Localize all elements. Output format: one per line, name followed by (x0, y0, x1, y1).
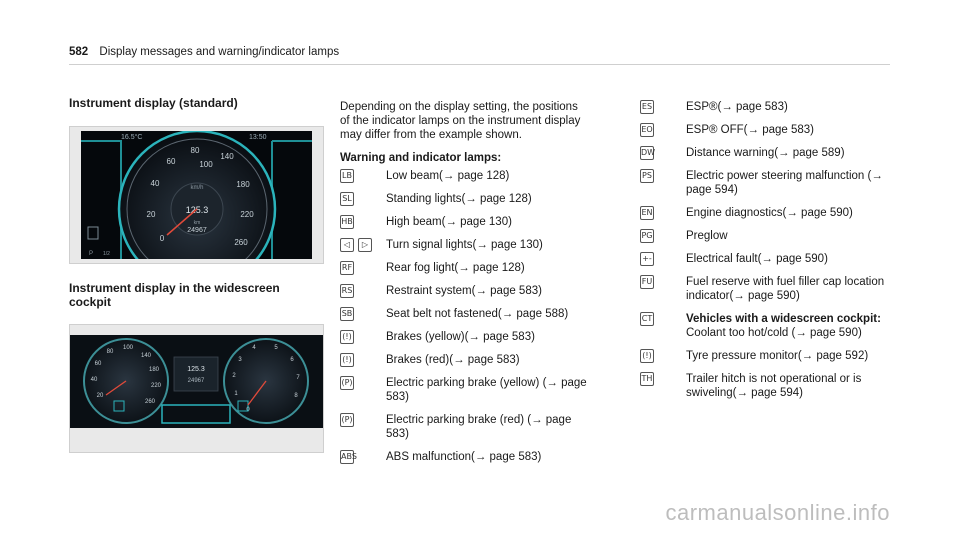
section-heading-standard: Instrument display (standard) (69, 96, 238, 110)
lamp-description-text: Electric parking brake (red) (→ page 583) (386, 414, 572, 440)
lamp-description (386, 413, 590, 441)
lamp-list-item (340, 169, 590, 183)
esp-icon: ES (640, 100, 654, 114)
lamp-icon-group (340, 376, 386, 390)
wide-odo-readout: 24967 (187, 378, 205, 384)
electrical-fault-icon: +- (640, 252, 654, 266)
trailer-hitch-icon: TH (640, 372, 654, 386)
wide-right-tick-0: 0 (246, 407, 250, 413)
page-header (69, 46, 339, 58)
lamp-icon-group (340, 330, 386, 344)
intro-paragraph: Depending on the display setting, the positions of the indicator lamps on the instrument display may differ from the example shown. (340, 101, 581, 141)
wide-right-tick-8: 8 (294, 393, 298, 399)
lamp-description-bold: Vehicles with a widescreen cockpit: (686, 313, 881, 325)
lamp-list-item (640, 123, 895, 137)
watermark: carmanualsonline.info (665, 500, 890, 525)
speedo-tick-140: 140 (220, 152, 234, 161)
header-divider (69, 64, 890, 65)
speedo-tick-80: 80 (190, 146, 200, 155)
tire-pressure-icon: (!) (640, 349, 654, 363)
lamp-list-item (340, 376, 590, 404)
lamp-icon-group (340, 261, 386, 275)
lamp-icon-group (640, 206, 686, 220)
time-readout: 13:50 (249, 134, 267, 141)
wide-right-tick-6: 6 (290, 357, 294, 363)
preglow-icon: PG (640, 229, 654, 243)
wide-right-tick-1: 1 (234, 391, 238, 397)
wide-left-tick-260: 260 (144, 399, 156, 405)
lamp-list-item (340, 284, 590, 298)
wide-left-tick-140: 140 (140, 353, 152, 359)
trip-readout: 125.3 (185, 205, 209, 215)
lamp-description-text: Rear fog light(→ page 128) (386, 262, 525, 274)
lamp-description (686, 372, 895, 400)
widescreen-display-figure (69, 324, 324, 453)
lamp-icon-group (340, 413, 386, 427)
lamp-icon-group (340, 307, 386, 321)
lamp-icon-group (340, 238, 386, 252)
speed-unit: km/h (190, 185, 204, 191)
lamp-list-item (340, 307, 590, 321)
lamp-description (386, 215, 590, 229)
lamp-description-text: Electric parking brake (yellow) (→ page 583) (386, 377, 587, 403)
standing-lights-icon: SL (340, 192, 354, 206)
lamp-description-text: Low beam(→ page 128) (386, 170, 510, 182)
lamp-description (686, 349, 895, 363)
wide-trip-readout: 125.3 (187, 366, 205, 373)
lamp-list-item (340, 413, 590, 441)
engine-diagnostics-icon: EN (640, 206, 654, 220)
speedo-tick-260: 260 (234, 238, 248, 247)
lamp-description-text: Seat belt not fastened(→ page 588) (386, 308, 569, 320)
lamp-description-text: Trailer hitch is not operational or is swiveling(→ page 594) (686, 373, 862, 399)
lamps-heading: Warning and indicator lamps: (340, 152, 502, 164)
lamp-description (386, 353, 590, 367)
speedo-tick-20: 20 (146, 210, 156, 219)
lamp-description-text: Preglow (686, 230, 728, 242)
wide-left-tick-180: 180 (148, 367, 160, 373)
lamp-icon-group (340, 169, 386, 183)
fuel-reserve-icon: FU (640, 275, 654, 289)
lamp-description-text: Tyre pressure monitor(→ page 592) (686, 350, 869, 362)
brakes-yellow-icon: (!) (340, 330, 354, 344)
lamp-description-text: Restraint system(→ page 583) (386, 285, 542, 297)
temp-readout: 16.5°C (121, 134, 143, 141)
widescreen-display-screen (70, 335, 323, 428)
lamp-icon-group (640, 169, 686, 183)
lamp-list-item (340, 330, 590, 344)
seat-belt-icon: SB (340, 307, 354, 321)
middle-column (340, 100, 590, 473)
lamp-description-text: Standing lights(→ page 128) (386, 193, 532, 205)
page-title: Display messages and warning/indicator lamps (99, 46, 340, 58)
wide-left-tick-80: 80 (106, 349, 114, 355)
lamp-list-item (640, 312, 895, 340)
wide-left-tick-220: 220 (150, 383, 162, 389)
speedo-tick-180: 180 (236, 180, 250, 189)
lamp-description (386, 192, 590, 206)
speedo-tick-220: 220 (240, 210, 254, 219)
lamp-description (386, 284, 590, 298)
lamp-icon-group (640, 312, 686, 326)
abs-icon: ABS (340, 450, 354, 464)
lamp-description (386, 307, 590, 321)
rear-fog-icon: RF (340, 261, 354, 275)
speedo-tick-0: 0 (159, 234, 165, 243)
lamp-description (386, 330, 590, 344)
lamp-list-item (640, 146, 895, 160)
lamp-icon-group (640, 349, 686, 363)
lamp-description-text: Brakes (red)(→ page 583) (386, 354, 520, 366)
lamp-icon-group (640, 229, 686, 243)
gear-readout: P (89, 251, 94, 257)
wide-right-tick-7: 7 (296, 375, 300, 381)
restraint-system-icon: RS (340, 284, 354, 298)
lamp-icon-group (340, 353, 386, 367)
lamp-description (686, 169, 895, 197)
lamp-description (686, 100, 895, 114)
section-heading-widescreen: Instrument display in the widescreen cockpit (69, 281, 280, 309)
power-steering-icon: PS (640, 169, 654, 183)
lamp-description-text: Brakes (yellow)(→ page 583) (386, 331, 535, 343)
lamp-list-item (640, 349, 895, 363)
speedo-tick-100: 100 (199, 160, 213, 169)
lamp-description-text: High beam(→ page 130) (386, 216, 512, 228)
lamp-description-text: ESP® OFF(→ page 583) (686, 124, 814, 136)
lamp-icon-group (340, 192, 386, 206)
lamp-icon-group (640, 100, 686, 114)
lamp-description (686, 123, 895, 137)
lamp-icon-group (640, 252, 686, 266)
coolant-icon: CT (640, 312, 654, 326)
parking-brake-red-icon: (P) (340, 413, 354, 427)
lamp-description (686, 206, 895, 220)
lamp-description (686, 275, 895, 303)
lamp-list-middle (340, 169, 590, 464)
lamp-description-text: Fuel reserve with fuel filler cap location indicator(→ page 590) (686, 276, 885, 302)
lamp-icon-group (340, 450, 386, 464)
page-number: 582 (69, 46, 89, 58)
speedometer-graphic (81, 131, 312, 259)
lamp-list-item (640, 252, 895, 266)
lamp-icon-group (640, 146, 686, 160)
odo-readout: 24967 (187, 227, 207, 234)
turn-signal-icon: ◁ (340, 238, 354, 252)
lamp-description-text: Electric power steering malfunction (→ page 594) (686, 170, 883, 196)
lamp-list-item (340, 238, 590, 252)
lamp-description (686, 252, 895, 266)
lamp-list-item (640, 275, 895, 303)
lamp-icon-group (340, 215, 386, 229)
wide-left-tick-40: 40 (90, 377, 98, 383)
lamp-description (386, 169, 590, 183)
parking-brake-yellow-icon: (P) (340, 376, 354, 390)
lamp-description (386, 376, 590, 404)
lamp-description-text: Electrical fault(→ page 590) (686, 253, 828, 265)
wide-right-tick-4: 4 (252, 345, 256, 351)
lamp-description (386, 238, 590, 252)
wide-right-tick-2: 2 (232, 373, 236, 379)
lamp-list-right (640, 100, 895, 400)
speedo-tick-60: 60 (166, 157, 176, 166)
lamp-list-item (340, 192, 590, 206)
wide-right-tick-5: 5 (274, 345, 278, 351)
wide-left-tick-20: 20 (96, 393, 104, 399)
lamp-icon-group (640, 372, 686, 386)
standard-display-figure (69, 126, 324, 264)
lamp-list-item (340, 261, 590, 275)
lamp-description (686, 312, 895, 340)
distance-warning-icon: DW (640, 146, 654, 160)
speedo-tick-40: 40 (150, 179, 160, 188)
lamp-description-text: Engine diagnostics(→ page 590) (686, 207, 853, 219)
lamp-description (686, 146, 895, 160)
wide-left-tick-60: 60 (94, 361, 102, 367)
lamp-description-text: Distance warning(→ page 589) (686, 147, 845, 159)
widescreen-gauges-graphic (70, 335, 323, 428)
lamp-description-text: ESP®(→ page 583) (686, 101, 788, 113)
lamp-icon-group (640, 123, 686, 137)
wide-right-tick-3: 3 (238, 357, 242, 363)
esp-off-icon: EO (640, 123, 654, 137)
fuel-mark: 1/2 (103, 251, 110, 257)
lamp-list-item (640, 169, 895, 197)
odo-label: km (193, 220, 201, 226)
lamp-list-item (640, 100, 895, 114)
high-beam-icon: HB (340, 215, 354, 229)
lamp-list-item (340, 215, 590, 229)
lamp-icon-group (340, 284, 386, 298)
wide-left-tick-100: 100 (122, 345, 134, 351)
lamp-list-item (340, 353, 590, 367)
lamp-list-item (640, 206, 895, 220)
brakes-red-icon: (!) (340, 353, 354, 367)
lamp-description (686, 229, 895, 243)
standard-display-screen (81, 131, 312, 259)
lamp-description-text: Turn signal lights(→ page 130) (386, 239, 543, 251)
lamp-list-item (640, 372, 895, 400)
lamp-description-text: ABS malfunction(→ page 583) (386, 451, 542, 463)
lamp-list-item (340, 450, 590, 464)
lamp-description (386, 261, 590, 275)
lamp-list-item (640, 229, 895, 243)
left-column (69, 96, 325, 453)
turn-signal-icon: ▷ (358, 238, 372, 252)
low-beam-icon: LB (340, 169, 354, 183)
lamp-icon-group (640, 275, 686, 289)
right-column (640, 100, 895, 409)
lamp-description-text: Coolant too hot/cold (→ page 590) (686, 327, 862, 339)
lamp-description (386, 450, 590, 464)
